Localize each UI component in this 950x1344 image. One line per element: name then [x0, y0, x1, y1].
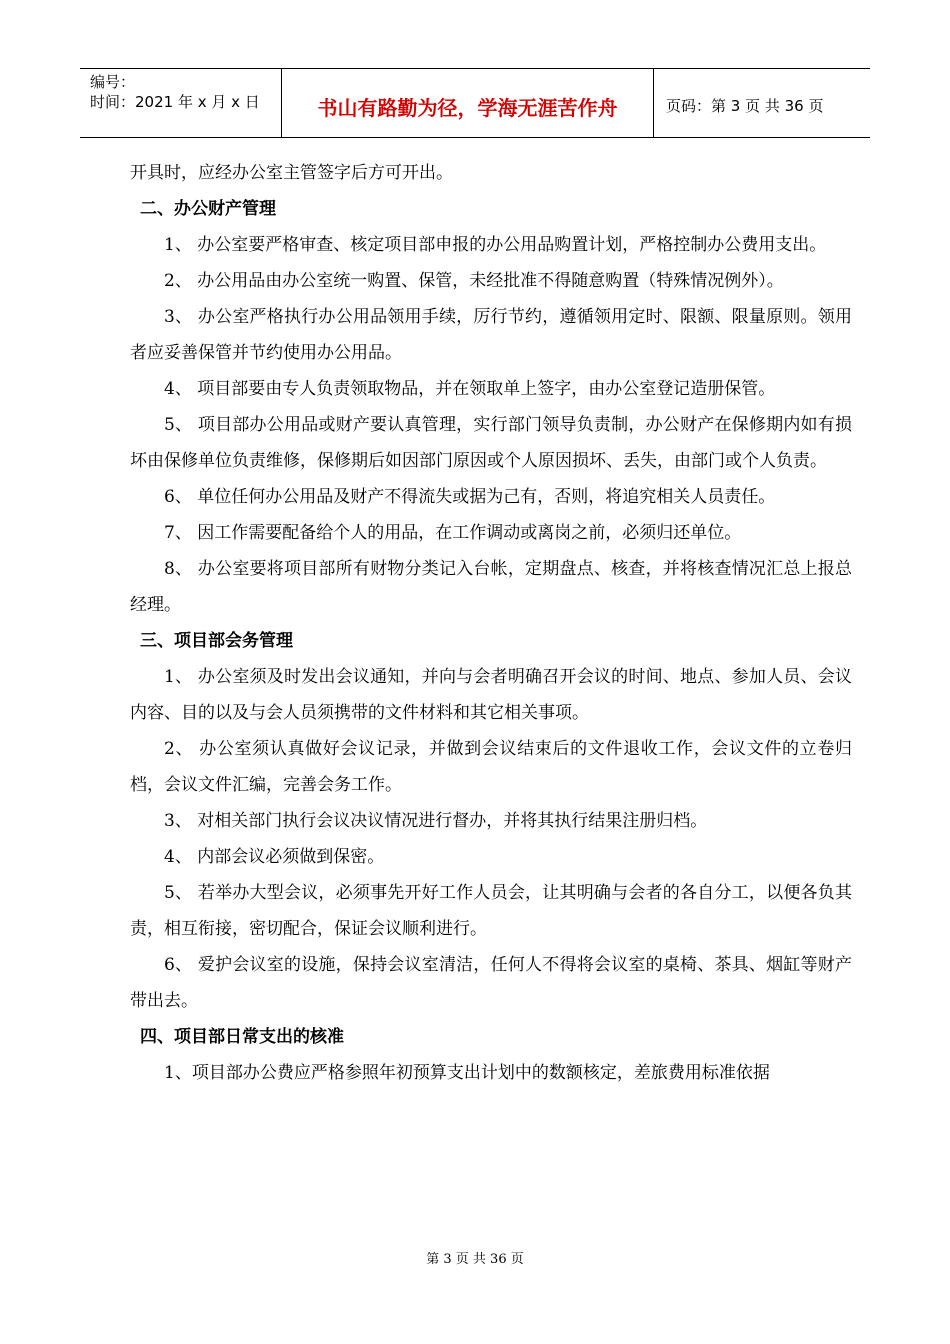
list-item: 4、 项目部要由专人负责领取物品，并在领取单上签字，由办公室登记造册保管。: [164, 379, 776, 399]
list-item: 1、项目部办公费应严格参照年初预算支出计划中的数额核定，差旅费用标准依据: [164, 1063, 770, 1083]
list-item: 3、 对相关部门执行会议决议情况进行督办，并将其执行结果注册归档。: [164, 811, 708, 831]
list-item: 3、 办公室严格执行办公用品领用手续，厉行节约，遵循领用定时、限额、限量原则。领用者应妥善保管并节约使用办公用品。: [130, 307, 852, 363]
list-item: 5、 项目部办公用品或财产要认真管理，实行部门领导负责制，办公财产在保修期内如有损坏由保修单位负责维修，保修期后如因部门原因或个人原因损坏、丢失，由部门或个人负责。: [130, 415, 852, 471]
section-heading: 二、办公财产管理: [140, 199, 276, 219]
header-motto: 书山有路勤为径，学海无涯苦作舟: [282, 69, 654, 137]
list-item: 7、 因工作需要配备给个人的用品，在工作调动或离岗之前，必须归还单位。: [164, 523, 742, 543]
list-item: 2、 办公用品由办公室统一购置、保管，未经批准不得随意购置（特殊情况例外）。: [164, 271, 784, 291]
document-number-label: 编号：: [90, 73, 136, 91]
list-item: 8、 办公室要将项目部所有财物分类记入台帐，定期盘点、核查，并将核查情况汇总上报总经理。: [130, 559, 852, 615]
document-body: [130, 155, 852, 1091]
header-meta: [80, 69, 282, 137]
list-item: 2、 办公室须认真做好会议记录，并做到会议结束后的文件退收工作，会议文件的立卷归档，会议文件汇编，完善会务工作。: [130, 739, 852, 795]
header-page-number: 页码：第 3 页 共 36 页: [666, 96, 824, 115]
document-header: [80, 68, 870, 138]
list-item: 4、 内部会议必须做到保密。: [164, 847, 385, 867]
list-item: 6、 单位任何办公用品及财产不得流失或据为己有，否则，将追究相关人员责任。: [164, 487, 776, 507]
section-heading: 三、项目部会务管理: [140, 631, 293, 651]
paragraph: 开具时，应经办公室主管签字后方可开出。: [130, 163, 453, 183]
list-item: 1、 办公室要严格审查、核定项目部申报的办公用品购置计划，严格控制办公费用支出。: [164, 235, 827, 255]
list-item: 6、 爱护会议室的设施，保持会议室清洁，任何人不得将会议室的桌椅、茶具、烟缸等财产带出去。: [130, 955, 852, 1011]
document-date-label: 时间：2021 年 x 月 x 日: [90, 93, 260, 111]
list-item: 1、 办公室须及时发出会议通知，并向与会者明确召开会议的时间、地点、参加人员、会议内容、目的以及与会人员须携带的文件材料和其它相关事项。: [130, 667, 852, 723]
page-footer: 第 3 页 共 36 页: [426, 1252, 524, 1267]
list-item: 5、 若举办大型会议，必须事先开好工作人员会，让其明确与会者的各自分工，以便各负其责，相互衔接，密切配合，保证会议顺利进行。: [130, 883, 852, 939]
section-heading: 四、项目部日常支出的核准: [140, 1027, 344, 1047]
